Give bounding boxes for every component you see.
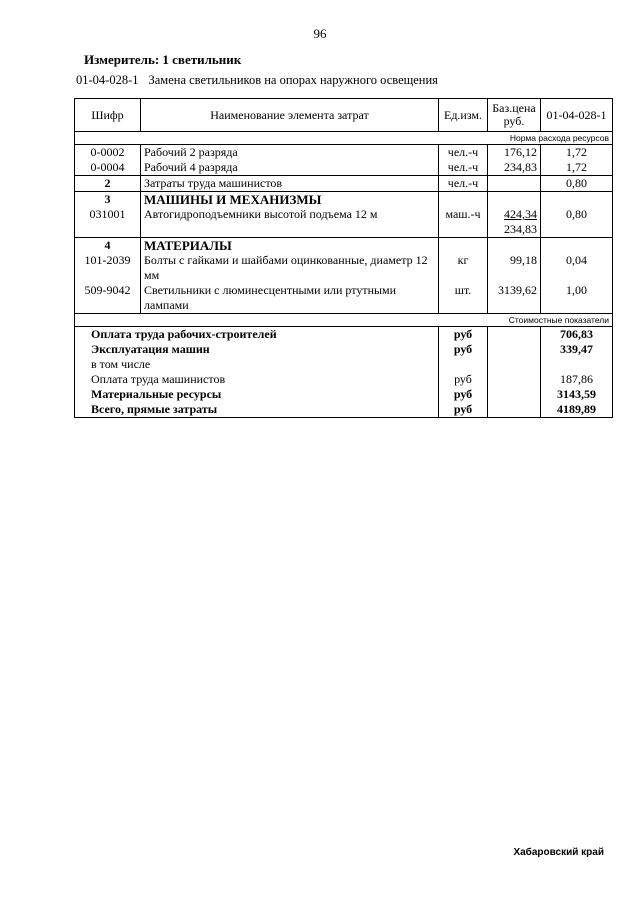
region-footer: Хабаровский край <box>513 847 604 858</box>
norm-code: 01-04-028-1 <box>76 73 139 87</box>
cost-table <box>74 98 613 418</box>
header-code: Шифр <box>75 99 141 132</box>
table-row: 2 Затраты труда машинистов чел.-ч 0,80 <box>75 176 613 192</box>
table-row: 0-0002 Рабочий 2 разряда чел.-ч 176,12 1,72 <box>75 145 613 161</box>
total-row: Оплата труда рабочих-строителей руб 706,83 <box>75 327 613 343</box>
section-row-machines: 3 МАШИНЫ И МЕХАНИЗМЫ <box>75 192 613 208</box>
subheader-norm: Норма расхода ресурсов <box>75 132 613 145</box>
total-row: Материальные ресурсы руб 3143,59 <box>75 387 613 402</box>
subheader-cost: Стоимостные показатели <box>75 314 613 327</box>
page-number: 96 <box>313 26 327 41</box>
measure-heading: Измеритель: 1 светильник <box>84 52 242 67</box>
subheader-row <box>75 132 613 145</box>
header-norm: 01-04-028-1 <box>541 99 613 132</box>
code-line <box>76 73 438 88</box>
header-unit: Ед.изм. <box>439 99 488 132</box>
header-name: Наименование элемента затрат <box>141 99 439 132</box>
total-row: Оплата труда машинистов руб 187,86 <box>75 372 613 387</box>
header-base-price: Баз.цена руб. <box>488 99 541 132</box>
table-row: 0-0004 Рабочий 4 разряда чел.-ч 234,83 1,72 <box>75 160 613 176</box>
table-row: 509-9042 Светильники с люминесцентными или ртутными лампами шт. 3139,62 1,00 <box>75 283 613 314</box>
total-row: Эксплуатация машин руб 339,47 <box>75 342 613 357</box>
subheader-row <box>75 314 613 327</box>
total-row: в том числе <box>75 357 613 372</box>
norm-title: Замена светильников на опорах наружного освещения <box>148 73 438 87</box>
total-row: Всего, прямые затраты руб 4189,89 <box>75 402 613 418</box>
section-row-materials: 4 МАТЕРИАЛЫ <box>75 238 613 254</box>
table-row: 031001 Автогидроподъемники высотой подъема 12 м маш.-ч 424,34 234,83 0,80 <box>75 207 613 238</box>
table-header-row <box>75 99 613 132</box>
table-row: 101-2039 Болты с гайками и шайбами оцинкованные, диаметр 12 мм кг 99,18 0,04 <box>75 253 613 283</box>
